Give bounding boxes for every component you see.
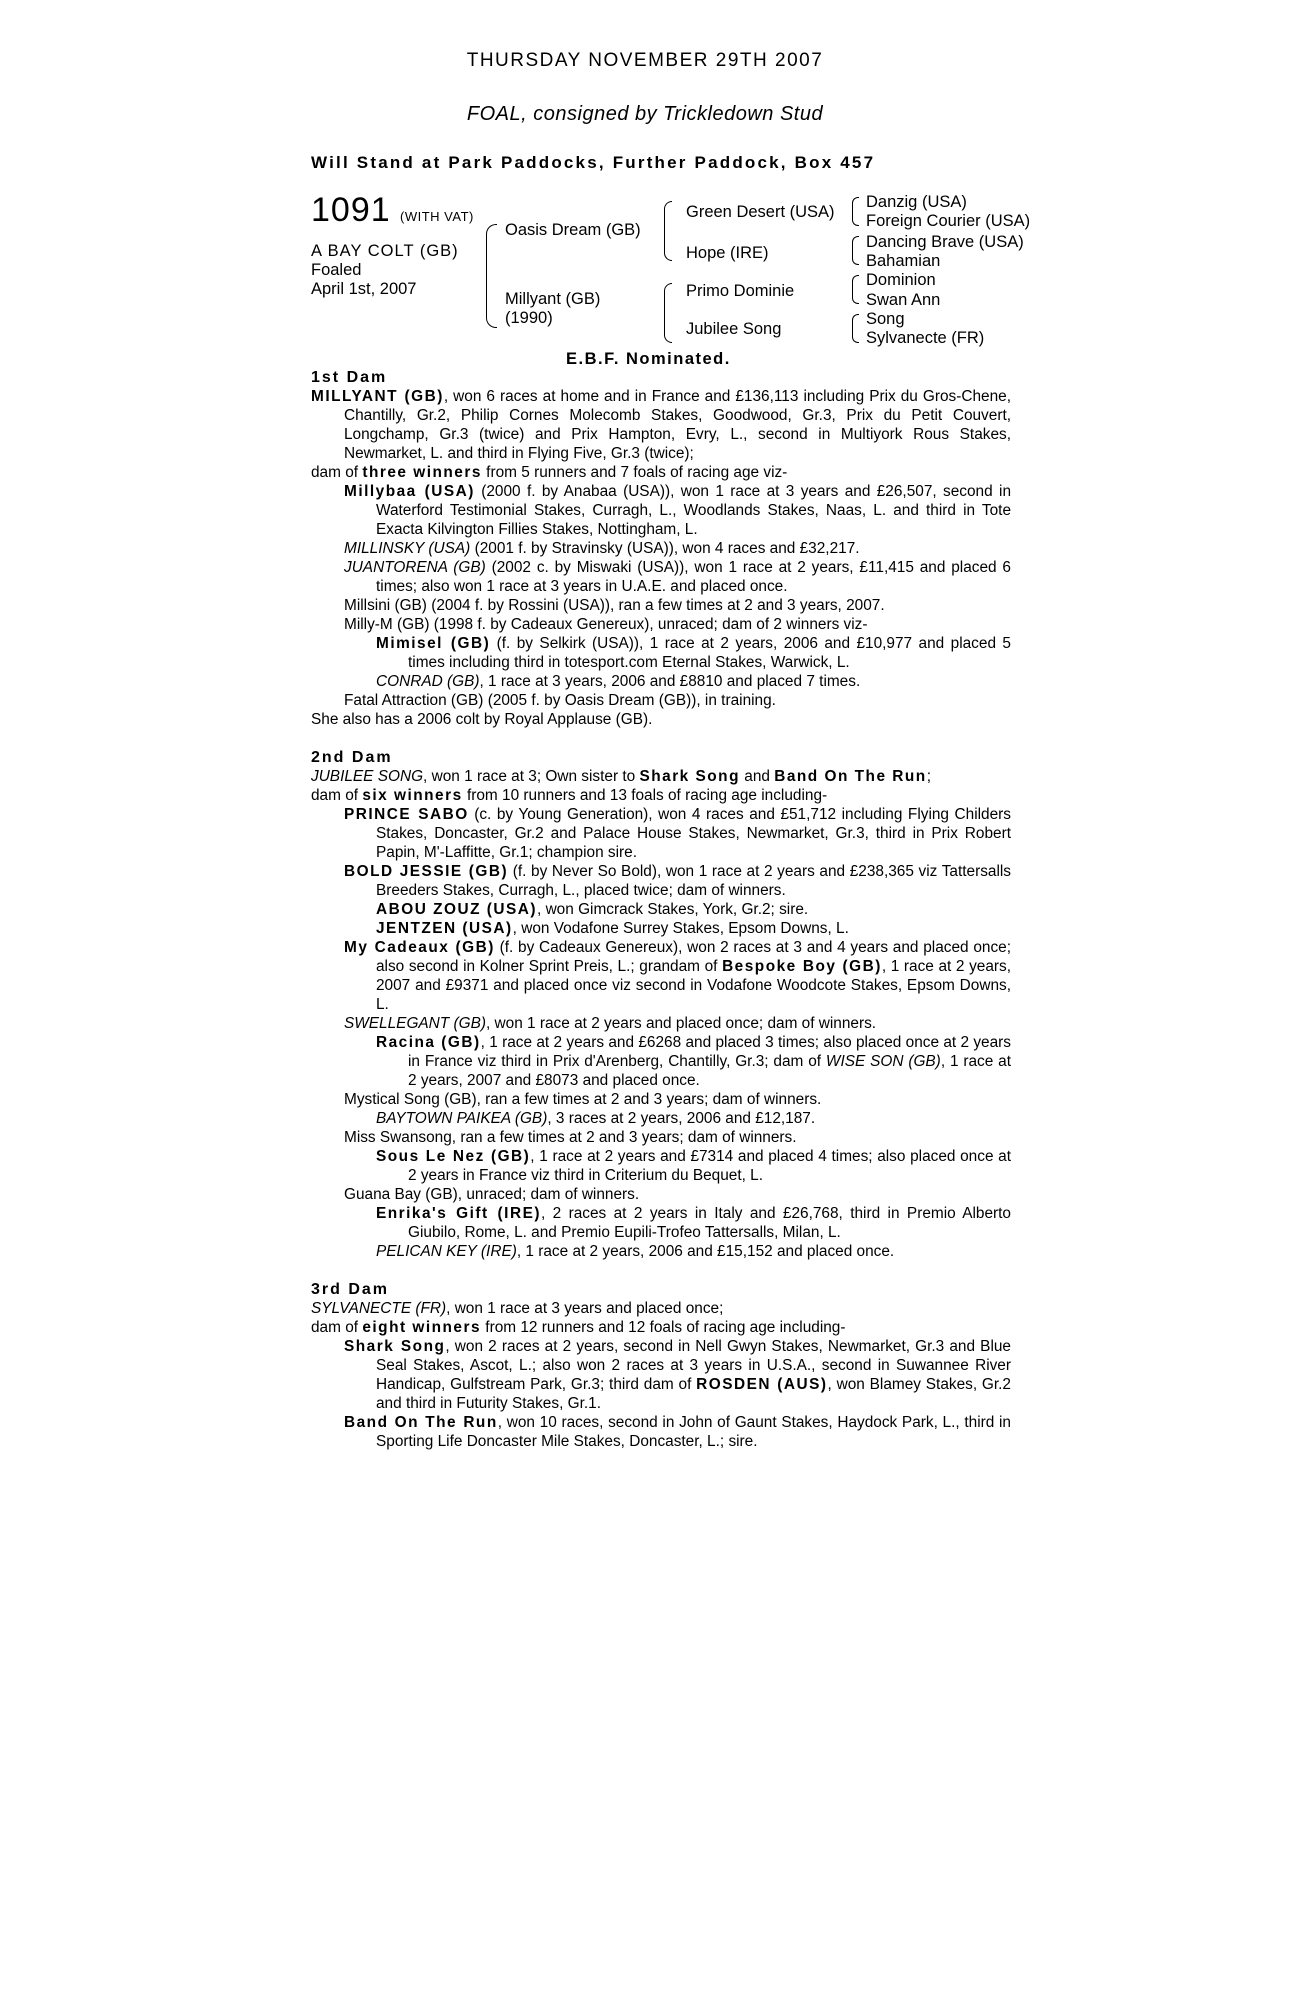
produce-conrad: CONRAD (GB), 1 race at 3 years, 2006 and £8810 and placed 7 times. — [376, 673, 861, 690]
produce-jentzen: JENTZEN (USA), won Vodafone Surrey Stakes, Epsom Downs, L. — [376, 920, 849, 937]
pedigree-brace-sire — [664, 201, 672, 261]
lot-number: 1091 — [311, 191, 391, 229]
produce-pelican-key: PELICAN KEY (IRE), 1 race at 2 years, 2006 and £15,152 and placed once. — [376, 1243, 895, 1260]
ebf-nomination: E.B.F. Nominated. — [566, 350, 731, 368]
produce-mimisel: Mimisel (GB) (f. by Selkirk (USA)), 1 race at 2 years, 2006 and £10,977 and placed 5 times including third in totesport.com Eternal Stakes, Warwick, L. — [376, 635, 1011, 671]
produce-baytown-paikea: BAYTOWN PAIKEA (GB), 3 races at 2 years, 2006 and £12,187. — [376, 1110, 816, 1127]
third-dam-produce-summary: dam of eight winners from 12 runners and 12 foals of racing age including- — [311, 1319, 846, 1336]
produce-my-cadeaux: My Cadeaux (GB) (f. by Cadeaux Genereux), won 2 races at 3 and 4 years and placed once; also second in Kolner Sprint Preis, L.; grandam of Bespoke Boy (GB), 1 race at 2 years, 2007 and £9371 and placed once viz second in Vodafone Woodcote Stakes, Epsom Downs, L. — [344, 939, 1011, 1013]
pedigree-dam: Millyant (GB) — [505, 290, 601, 308]
produce-prince-sabo: PRINCE SABO (c. by Young Generation), won 4 races and £51,712 including Flying Childers Stakes, Doncaster, Gr.2 and Palace House Stakes, Newmarket, Gr.3, third in Prix Robert Papin, M'-Laffitte, Gr.1; champion sire. — [344, 806, 1011, 861]
foaled-date: April 1st, 2007 — [311, 280, 417, 298]
produce-mystical-song: Mystical Song (GB), ran a few times at 2 and 3 years; dam of winners. — [344, 1091, 822, 1108]
pedigree-gg-2: Foreign Courier (USA) — [866, 212, 1031, 230]
produce-swellegant: SWELLEGANT (GB), won 1 race at 2 years and placed once; dam of winners. — [344, 1015, 877, 1032]
produce-juantorena: JUANTORENA (GB) (2002 c. by Miswaki (USA)), won 1 race at 2 years, £11,415 and placed 6 times; also won 1 race at 3 years in U.A.E. and placed once. — [344, 559, 1011, 595]
produce-abou-zouz: ABOU ZOUZ (USA), won Gimcrack Stakes, York, Gr.2; sire. — [376, 901, 809, 918]
produce-fatal-attraction: Fatal Attraction (GB) (2005 f. by Oasis Dream (GB)), in training. — [344, 692, 776, 709]
pedigree-dam-sire: Primo Dominie — [686, 282, 795, 300]
first-dam-produce-summary: dam of three winners from 5 runners and 7 foals of racing age viz- — [311, 464, 788, 481]
pedigree-gg-4: Bahamian — [866, 252, 941, 270]
first-dam-heading: 1st Dam — [311, 369, 388, 386]
produce-sous-le-nez: Sous Le Nez (GB), 1 race at 2 years and £7314 and placed 4 times; also placed once at 2 years in France viz third in Criterium du Bequet, L. — [376, 1148, 1011, 1184]
pedigree-dam-dam: Jubilee Song — [686, 320, 782, 338]
sale-date: THURSDAY NOVEMBER 29TH 2007 — [466, 50, 824, 71]
pedigree-gg-3: Dancing Brave (USA) — [866, 233, 1024, 251]
pedigree-sire: Oasis Dream (GB) — [505, 221, 641, 239]
second-dam-heading: 2nd Dam — [311, 749, 393, 766]
stand-location: Will Stand at Park Paddocks, Further Paddock, Box 457 — [311, 153, 876, 172]
produce-guana-bay: Guana Bay (GB), unraced; dam of winners. — [344, 1186, 640, 1203]
produce-milly-m: Milly-M (GB) (1998 f. by Cadeaux Genereux), unraced; dam of 2 winners viz- — [344, 616, 868, 633]
second-dam-summary: JUBILEE SONG, won 1 race at 3; Own sister to Shark Song and Band On The Run; — [311, 768, 931, 785]
pedigree-gg-8: Sylvanecte (FR) — [866, 329, 985, 347]
pedigree-gg-5: Dominion — [866, 271, 936, 289]
pedigree-brace-g4 — [852, 314, 859, 343]
pedigree-sire-sire: Green Desert (USA) — [686, 203, 835, 221]
produce-record — [311, 368, 1011, 1451]
pedigree-dam-year: (1990) — [505, 309, 553, 327]
pedigree-sire-dam: Hope (IRE) — [686, 244, 769, 262]
first-dam-summary: MILLYANT (GB), won 6 races at home and in France and £136,113 including Prix du Gros-Chene, Chantilly, Gr.2, Philip Cornes Molecomb Stakes, Goodwood, Gr.3, Prix du Petit Couvert, Longchamp, Gr.3 (twice) and Prix Hampton, Evry, L., second in Multiyork Rous Stakes, Newmarket, L. and third in Flying Five, Gr.3 (twice); — [311, 388, 1011, 462]
third-dam-heading: 3rd Dam — [311, 1281, 390, 1298]
pedigree-gg-6: Swan Ann — [866, 291, 941, 309]
produce-band-on-the-run: Band On The Run, won 10 races, second in John of Gaunt Stakes, Haydock Park, L., third in Sporting Life Doncaster Mile Stakes, Doncaster, L.; sire. — [344, 1414, 1011, 1450]
pedigree-brace-g3 — [852, 275, 859, 304]
produce-enrikas-gift: Enrika's Gift (IRE), 2 races at 2 years in Italy and £26,768, third in Premio Alberto Giubilo, Rome, L. and Premio Eupili-Trofeo Tattersalls, Milan, L. — [376, 1205, 1011, 1241]
pedigree-gg-1: Danzig (USA) — [866, 193, 967, 211]
pedigree-brace-dam — [664, 283, 672, 343]
produce-bold-jessie: BOLD JESSIE (GB) (f. by Never So Bold), won 1 race at 2 years and £238,365 viz Tattersalls Breeders Stakes, Curragh, L., placed twice; dam of winners. — [344, 863, 1011, 899]
pedigree-gg-7: Song — [866, 310, 905, 328]
produce-2006-colt: She also has a 2006 colt by Royal Applause (GB). — [311, 711, 653, 728]
third-dam-summary: SYLVANECTE (FR), won 1 race at 3 years and placed once; — [311, 1300, 724, 1317]
foaled-label: Foaled — [311, 261, 362, 279]
second-dam-produce-summary: dam of six winners from 10 runners and 13 foals of racing age including- — [311, 787, 828, 804]
produce-shark-song: Shark Song, won 2 races at 2 years, second in Nell Gwyn Stakes, Newmarket, Gr.3 and Blue Seal Stakes, Ascot, L.; also won 2 races at 3 years in U.S.A., second in Suwannee River Handicap, Gulfstream Park, Gr.3; third dam of ROSDEN (AUS), won Blamey Stakes, Gr.2 and third in Futurity Stakes, Gr.1. — [344, 1338, 1011, 1412]
produce-miss-swansong: Miss Swansong, ran a few times at 2 and 3 years; dam of winners. — [344, 1129, 797, 1146]
pedigree-brace-g2 — [852, 236, 859, 265]
produce-millinsky: MILLINSKY (USA) (2001 f. by Stravinsky (USA)), won 4 races and £32,217. — [344, 540, 860, 557]
produce-racina: Racina (GB), 1 race at 2 years and £6268 and placed 3 times; also placed once at 2 years in France viz third in Prix d'Arenberg, Chantilly, Gr.3; dam of WISE SON (GB), 1 race at 2 years, 2007 and £8073 and placed once. — [376, 1034, 1011, 1089]
produce-millybaa: Millybaa (USA) (2000 f. by Anabaa (USA)), won 1 race at 3 years and £26,507, second in Waterford Testimonial Stakes, Curragh, L., Woodlands Stakes, Naas, L. and third in Tote Exacta Kilvington Fillies Stakes, Nottingham, L. — [344, 483, 1012, 538]
pedigree-brace-g1 — [852, 197, 859, 226]
pedigree-brace-main — [486, 224, 497, 328]
lot-description: A BAY COLT (GB) — [311, 242, 459, 260]
lot-vat: (WITH VAT) — [400, 209, 474, 224]
produce-millsini: Millsini (GB) (2004 f. by Rossini (USA)), ran a few times at 2 and 3 years, 2007. — [344, 597, 885, 614]
foal-consignor: FOAL, consigned by Trickledown Stud — [466, 103, 824, 125]
